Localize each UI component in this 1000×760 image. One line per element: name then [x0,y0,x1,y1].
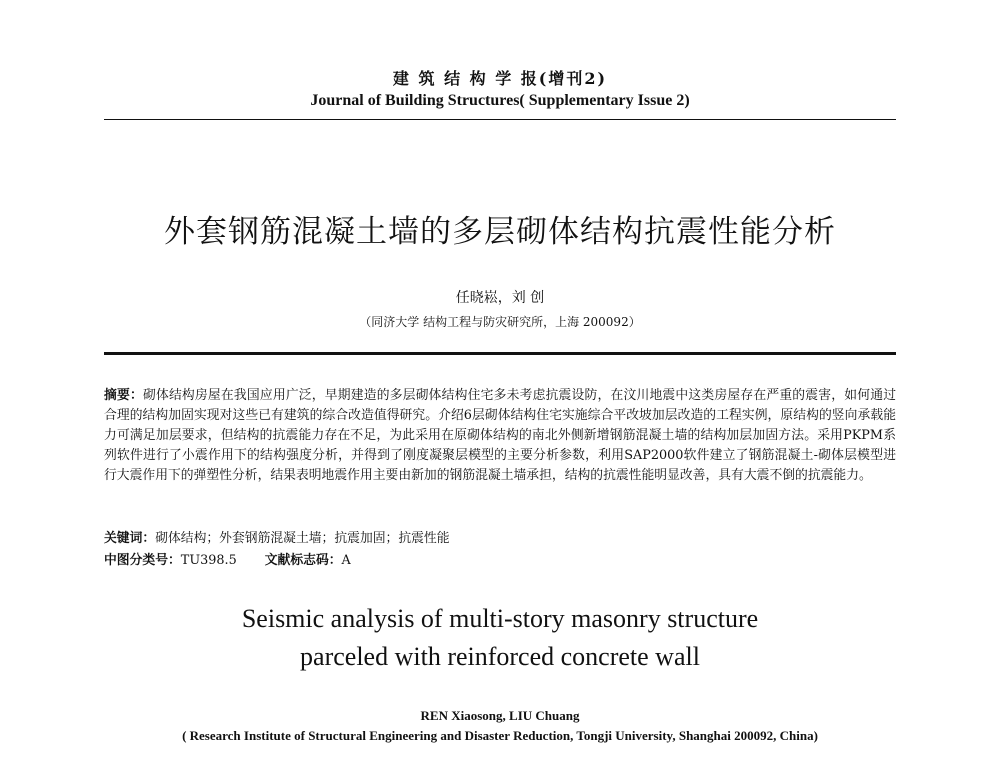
paper-title-en [0,600,1000,676]
classification-line [104,551,896,571]
header-divider [104,119,896,120]
abstract-label: 摘要： [104,388,143,403]
keywords-label: 关键词： [104,531,156,546]
doc-code-label: 文献标志码： [264,553,342,568]
affiliation-en: ( Research Institute of Structural Engineering and Disaster Reduction, Tongji University, Shanghai 200092, China) [182,728,818,743]
paper-title-en-line1: Seismic analysis of multi-story masonry structure [241,604,759,633]
paper-title-cn: 外套钢筋混凝土墙的多层砌体结构抗震性能分析 [164,214,836,250]
authors-en: REN Xiaosong, LIU Chuang [420,708,580,723]
authors-cn: 任晓崧，刘 创 [455,290,545,306]
journal-name-en: Journal of Building Structures( Supplementary Issue 2) [310,92,690,109]
journal-name-cn: 建 筑 结 构 学 报(增刊2) [392,69,608,88]
doc-code-value: A [341,553,351,568]
abstract-text: 砌体结构房屋在我国应用广泛，早期建造的多层砌体结构住宅多未考虑抗震设防，在汶川地震中这类房屋存在严重的震害，如何通过合理的结构加固实现对这些已有建筑的综合改造值得研究。介绍6层砌体结构住宅实施综合平改坡加层改造的工程实例，原结构的竖向承载能力可满足加层要求，但结构的抗震能力存在不足，为此采用在原砌体结构的南北外侧新增钢筋混凝土墙的结构加层加固方法。采用PKPM系列软件进行了小震作用下的结构强度分析，并得到了刚度凝聚层模型的主要分析参数，利用SAP2000软件建立了钢筋混凝土-砌体层模型进行大震作用下的弹塑性分析，结果表明地震作用主要由新加的钢筋混凝土墙承担，结构的抗震性能明显改善，具有大震不倒的抗震能力。 [104,388,897,483]
abstract-cn [104,386,896,486]
paper-title-en-line2: parceled with reinforced concrete wall [300,642,700,671]
title-divider [104,352,896,355]
clc-value: TU398.5 [180,553,237,568]
keywords-text: 砌体结构；外套钢筋混凝土墙；抗震加固；抗震性能 [155,531,450,546]
clc-label: 中图分类号： [104,553,181,568]
keywords-cn [104,529,896,549]
affiliation-cn: （同济大学 结构工程与防灾研究所，上海 200092） [359,315,641,329]
